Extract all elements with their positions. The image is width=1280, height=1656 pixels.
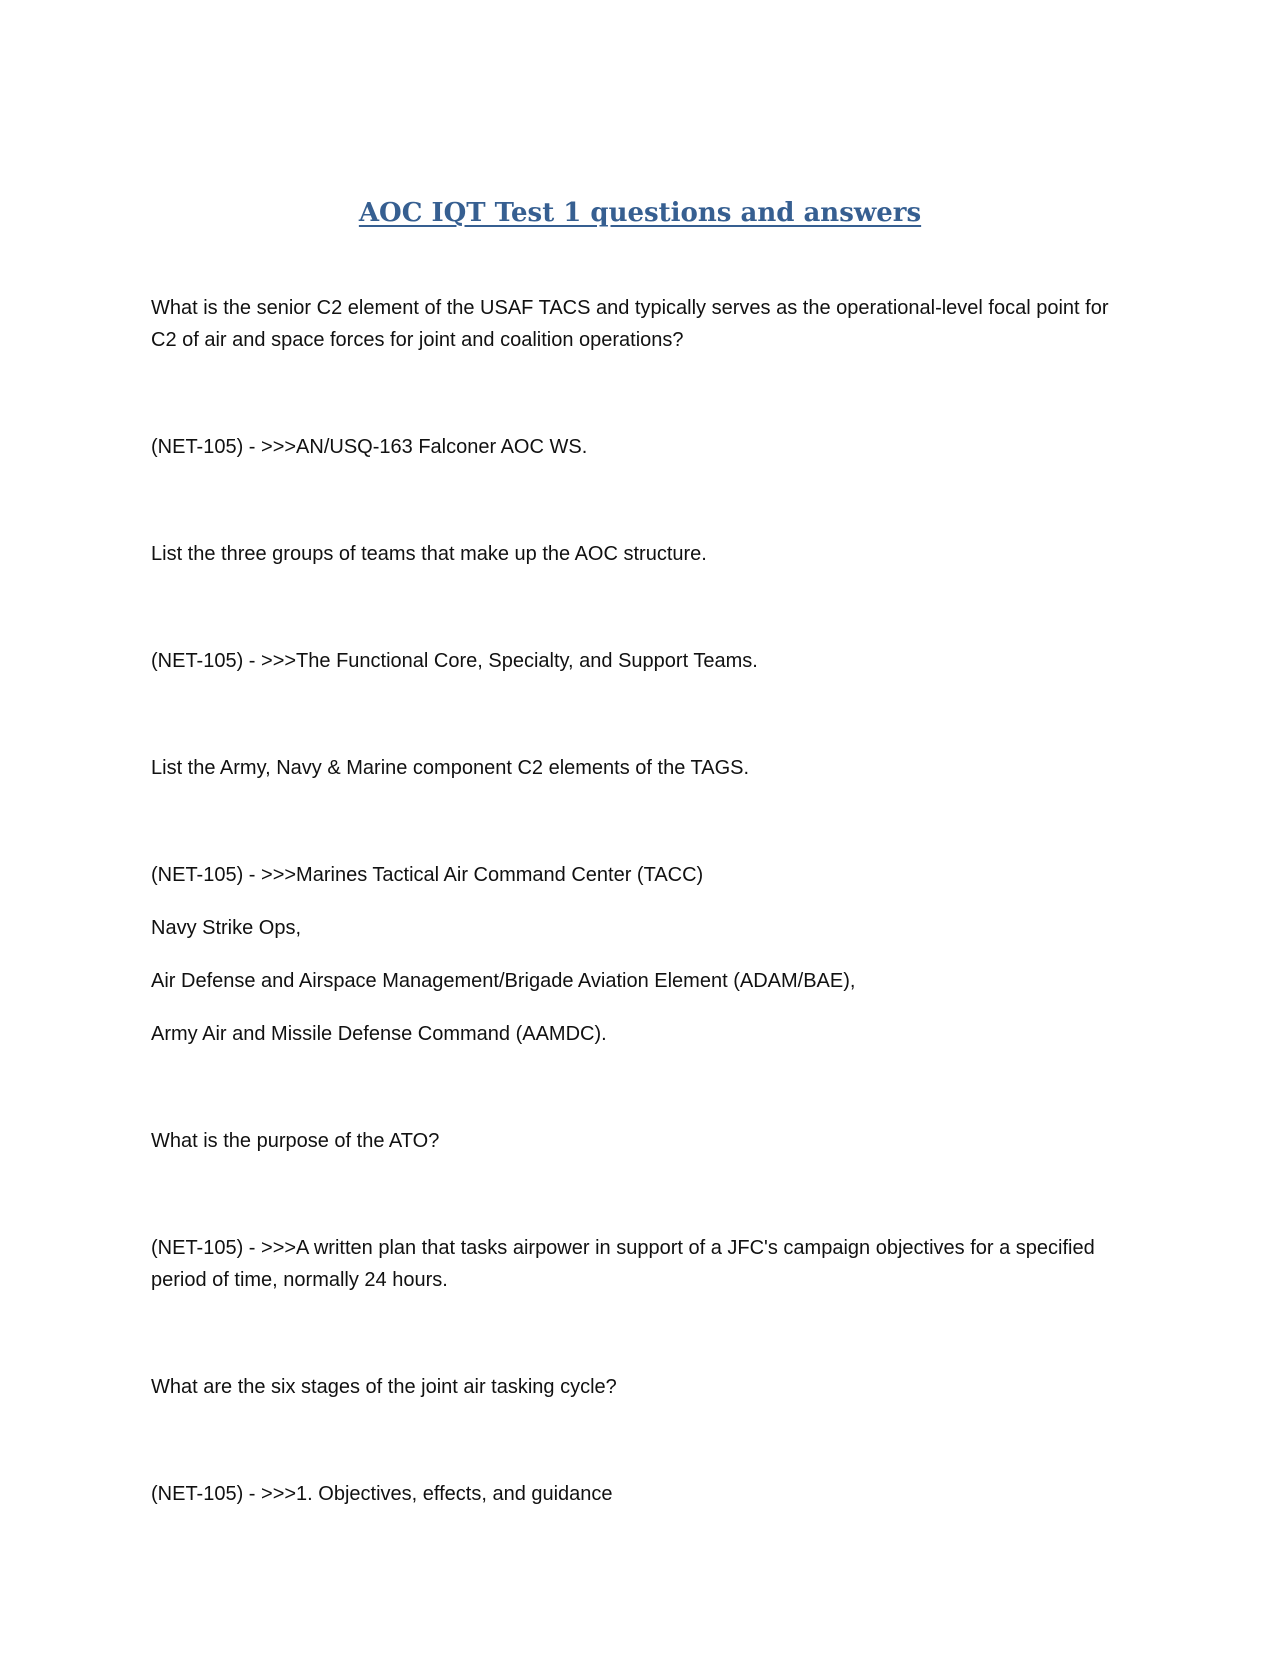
answer-1: (NET-105) - >>>AN/USQ-163 Falconer AOC WS.	[151, 436, 588, 458]
answer-4: (NET-105) - >>>A written plan that tasks airpower in support of a JFC's campaign objectives for a specified period of time, normally 24 hours.	[151, 1237, 1095, 1291]
question-2: List the three groups of teams that make up the AOC structure.	[151, 543, 707, 565]
question-5: What are the six stages of the joint air tasking cycle?	[151, 1376, 617, 1398]
answer-3-line-3: Air Defense and Airspace Management/Brigade Aviation Element (ADAM/BAE),	[151, 970, 856, 992]
document-title: AOC IQT Test 1 questions and answers	[358, 198, 922, 228]
answer-3-line-1: (NET-105) - >>>Marines Tactical Air Command Center (TACC)	[151, 864, 704, 886]
answer-2: (NET-105) - >>>The Functional Core, Specialty, and Support Teams.	[151, 650, 758, 672]
answer-5: (NET-105) - >>>1. Objectives, effects, and guidance	[151, 1483, 613, 1505]
question-3: List the Army, Navy & Marine component C2 elements of the TAGS.	[151, 757, 750, 779]
answer-3-line-4: Army Air and Missile Defense Command (AAMDC).	[151, 1023, 607, 1045]
question-4: What is the purpose of the ATO?	[151, 1130, 440, 1152]
answer-3-line-2: Navy Strike Ops,	[151, 917, 302, 939]
question-1: What is the senior C2 element of the USAF TACS and typically serves as the operational-level focal point for C2 of air and space forces for joint and coalition operations?	[151, 297, 1109, 351]
